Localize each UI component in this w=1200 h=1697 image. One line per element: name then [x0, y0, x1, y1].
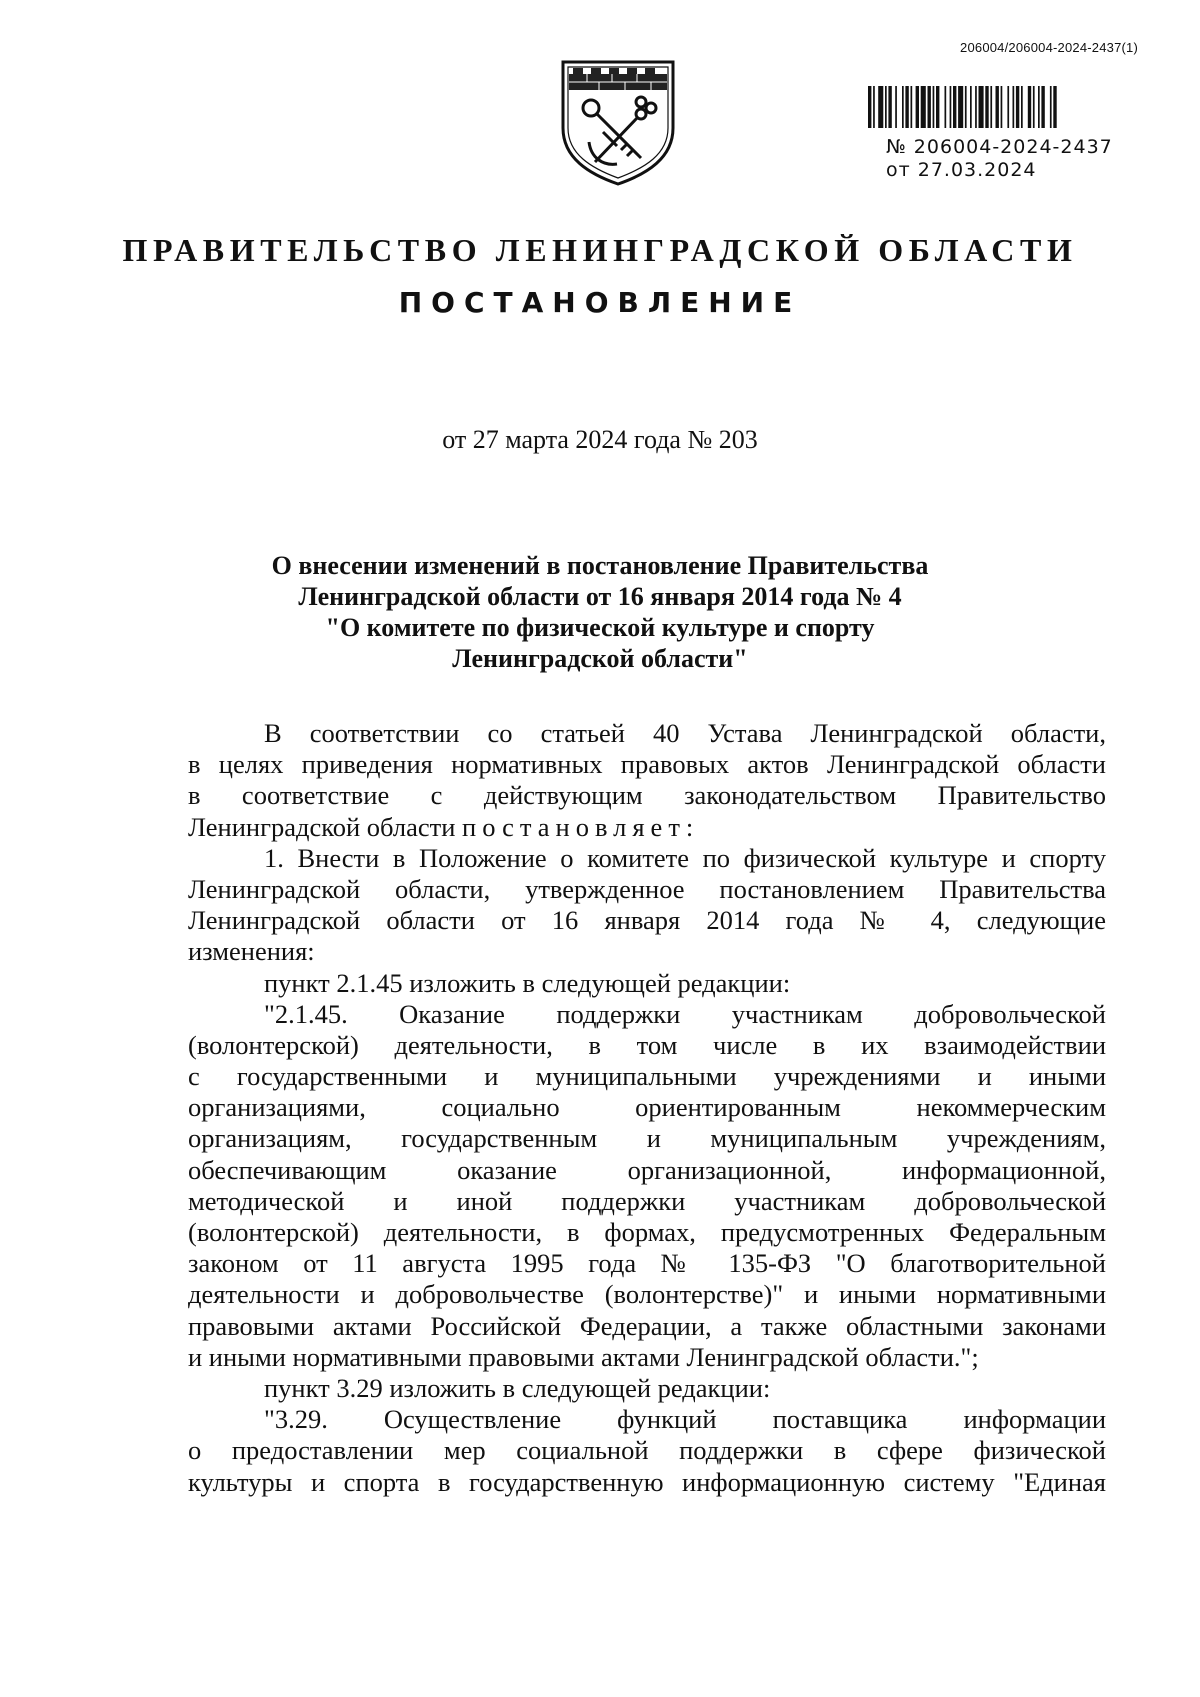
- document-type-title: ПОСТАНОВЛЕНИЕ: [398, 286, 802, 319]
- subject-line: Ленинградской области": [452, 644, 748, 673]
- body-line: в соответствие с действующим законодательством Правительство: [188, 780, 1106, 811]
- body-line: обеспечивающим оказание организационной, информационной,: [188, 1154, 1106, 1185]
- body-line: В соответствии со статьей 40 Устава Ленинградской области,: [264, 718, 1106, 748]
- body-line: организациями, социально ориентированным некоммерческим: [188, 1092, 1106, 1123]
- body-line: 1. Внести в Положение о комитете по физической культуре и спорту: [264, 842, 1106, 873]
- body-line: Ленинградской области от 16 января 2014 года № 4, следующие: [188, 905, 1106, 936]
- decree-date: от 27 марта 2024 года № 203: [442, 425, 758, 454]
- body-line: в целях приведения нормативных правовых актов Ленинградской области: [188, 749, 1106, 780]
- body-line: с государственными и муниципальными учреждениями и иными: [188, 1061, 1106, 1092]
- barcode-icon: [868, 86, 1124, 128]
- body-line: методической и иной поддержки участникам добровольческой: [188, 1185, 1106, 1216]
- registration-date: от 27.03.2024: [886, 159, 1037, 181]
- body-line: о предоставлении мер социальной поддержки в сфере физической: [188, 1435, 1106, 1466]
- body-line: и иными нормативными правовыми актами Ленинградской области.";: [188, 1341, 979, 1372]
- body-line: изменения:: [188, 936, 315, 967]
- body-line: "3.29. Осуществление функций поставщика информации: [264, 1404, 1106, 1435]
- subject-line: "О комитете по физической культуре и спорту: [325, 613, 875, 642]
- body-line: [188, 812, 1106, 843]
- spaced-verb: постановляет:: [462, 811, 700, 842]
- body-line: "2.1.45. Оказание поддержки участникам добровольческой: [264, 998, 1106, 1029]
- body-line: деятельности и добровольчестве (волонтерстве)" и иными нормативными: [188, 1279, 1106, 1310]
- body-line: пункт 3.29 изложить в следующей редакции:: [264, 1372, 771, 1403]
- document-id: 206004/206004-2024-2437(1): [960, 40, 1138, 55]
- registration-number: № 206004-2024-2437: [886, 136, 1113, 158]
- body-line: правовыми актами Российской Федерации, а также областными законами: [188, 1310, 1106, 1341]
- body-line: Ленинградской области, утвержденное постановлением Правительства: [188, 873, 1106, 904]
- body-line: организациям, государственным и муниципальным учреждениям,: [188, 1123, 1106, 1154]
- body-line: (волонтерской) деятельности, в том числе в их взаимодействии: [188, 1029, 1106, 1060]
- subject-line: Ленинградской области от 16 января 2014 года № 4: [298, 582, 902, 611]
- body-line: культуры и спорта в государственную информационную систему "Единая: [188, 1466, 1106, 1497]
- decree-body: [188, 718, 1106, 1498]
- body-line: законом от 11 августа 1995 года № 135-ФЗ "О благотворительной: [188, 1248, 1106, 1279]
- government-title: ПРАВИТЕЛЬСТВО ЛЕНИНГРАДСКОЙ ОБЛАСТИ: [122, 232, 1078, 268]
- body-line: пункт 2.1.45 изложить в следующей редакции:: [264, 967, 791, 998]
- subject-line: О внесении изменений в постановление Правительства: [271, 551, 929, 580]
- coat-of-arms-icon: [557, 58, 679, 188]
- decree-subject: [180, 550, 1020, 674]
- body-text: Ленинградской области: [188, 811, 456, 842]
- body-line: (волонтерской) деятельности, в формах, предусмотренных Федеральным: [188, 1217, 1106, 1247]
